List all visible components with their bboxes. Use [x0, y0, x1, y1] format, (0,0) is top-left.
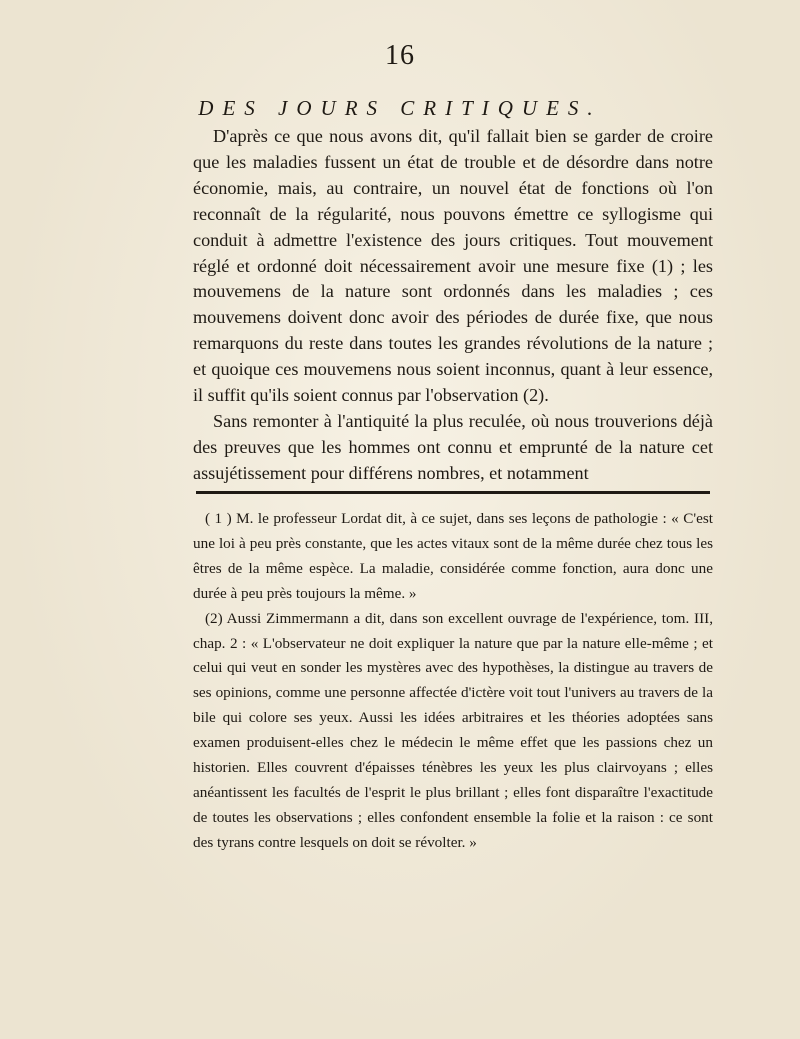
running-head: DES JOURS CRITIQUES.	[198, 96, 602, 120]
paragraph: Sans remonter à l'antiquité la plus reculée, où nous trouverions déjà des preuves que les hommes ont connu et emprunté de la nature cet assujétissement pour différens nombres, et notamment	[193, 410, 713, 483]
page-number: 16	[385, 40, 415, 71]
footnotes	[193, 507, 713, 856]
footnote-2: (2) Aussi Zimmermann a dit, dans son excellent ouvrage de l'expérience, tom. III, chap. 2 : « L'observateur ne doit expliquer la nature que par la nature elle-même ; et celui qui veut en sonder les mystères avec des hypothèses, la distingue au travers de ses opinions, comme une personne affectée d'ictère voit tout l'univers au travers de la bile qui colore ses yeux. Aussi les idées arbitraires et les théories adoptées sans examen produisent-elles chez le médecin le même effet que les passions chez un historien. Elles couvrent d'épaisses ténèbres les yeux les plus clairvoyans ; elles anéantissent les facultés de l'esprit le plus brillant ; elles font disparaître l'exactitude de toutes les observations ; elles confondent ensemble la folie et la raison : ce sont des tyrans contre lesquels on doit se révolter. »	[193, 609, 713, 851]
paragraph: D'après ce que nous avons dit, qu'il fallait bien se garder de croire que les maladies fussent un état de trouble et de désordre dans notre économie, mais, au contraire, un nouvel état de fonctions où l'on reconnaît de la régularité, nous pouvons émettre ce syllogisme qui conduit à admettre l'existence des jours critiques. Tout mouvement réglé et ordonné doit nécessairement avoir une mesure fixe (1) ; les mouvemens de la nature sont ordonnés dans les maladies ; ces mouvemens doivent donc avoir des périodes de durée fixe, que nous remarquons du reste dans toutes les grandes révolutions de la nature ; et quoique ces mouvemens nous soient inconnus, quant à leur essence, il suffit qu'ils soient connus par l'observation (2).	[193, 126, 713, 406]
footnote-rule	[196, 491, 710, 494]
main-text	[193, 124, 713, 487]
footnote-1: ( 1 ) M. le professeur Lordat dit, à ce sujet, dans ses leçons de pathologie : « C'est une loi à peu près constante, que les actes vitaux sont de la même durée chez tous les êtres de la même espèce. La maladie, considérée comme fonction, aura donc une durée à peu près toujours la même. »	[193, 510, 713, 602]
